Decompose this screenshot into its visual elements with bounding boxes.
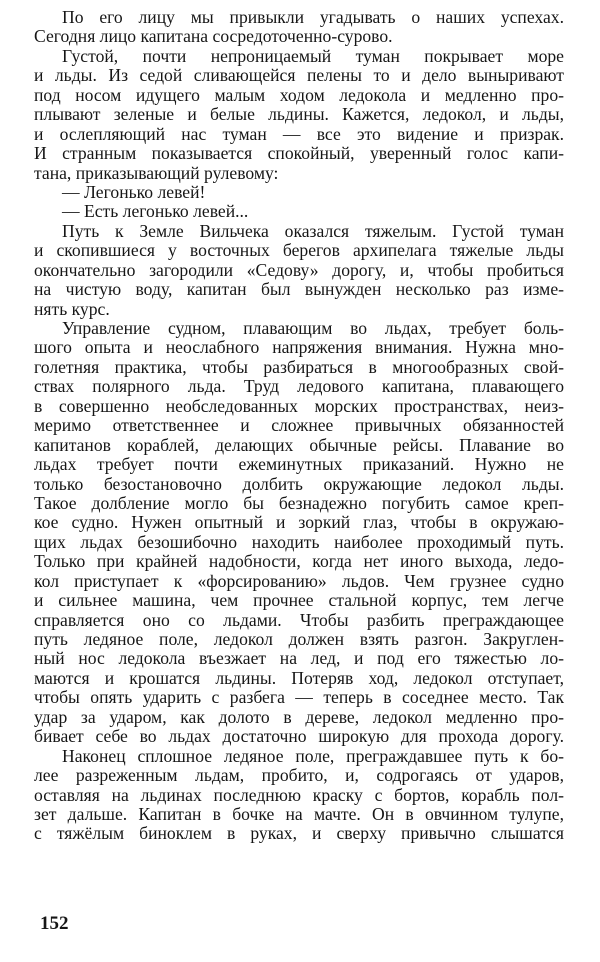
text-line: Густой, почти непроницаемый туман покрывает море xyxy=(62,45,564,66)
text-line: лее разреженным льдам, пробито, и, содрогаясь от ударов, xyxy=(34,765,564,786)
text-line: бивает себе во льдах достаточно широкую для прохода дорогу. xyxy=(34,726,564,747)
text-line: удар за ударом, как долото в дереве, ледокол медленно про- xyxy=(34,706,564,727)
paragraph-1 xyxy=(34,8,564,47)
text-line: — Есть легонько левей... xyxy=(62,201,249,222)
page-body xyxy=(34,8,564,844)
text-line: и сильнее машина, чем прочнее стальной корпус, тем легче xyxy=(34,590,564,611)
text-line: и скопившиеся у восточных берегов архипелага тяжелые льды xyxy=(34,240,564,261)
text-line: нять курс. xyxy=(34,298,110,319)
text-line: Только при крайней надобности, когда нет иного выхода, ледо- xyxy=(34,551,564,572)
text-line: ствах полярного льда. Труд ледового капитана, плавающего xyxy=(34,376,564,397)
text-line: меримо ответственнее и сложнее привычных обязанностей xyxy=(34,415,564,436)
text-line: шого опыта и неослабного напряжения внимания. Нужна мно- xyxy=(34,337,564,358)
text-line: в совершенно необследованных морских пространствах, неиз- xyxy=(34,395,564,416)
text-line: плывают зеленые и белые льдины. Кажется, ледокол, и льды, xyxy=(34,104,564,125)
text-line: И странным показывается спокойный, уверенный голос капи- xyxy=(34,143,564,164)
text-line: льдах требует почти ежеминутных приказаний. Нужно не xyxy=(34,454,564,475)
text-line: на чистую воду, капитан был вынужден несколько раз изме- xyxy=(34,279,564,300)
text-line: Наконец сплошное ледяное поле, преграждавшее путь к бо- xyxy=(62,745,564,766)
text-line: ный нос ледокола въезжает на лед, и под его тяжестью ло- xyxy=(34,648,564,669)
text-line: тана, приказывающий рулевому: xyxy=(34,162,279,183)
paragraph-5 xyxy=(34,747,564,844)
page-number: 152 xyxy=(40,913,69,934)
text-line: капитанов кораблей, делающих обычные рейсы. Плавание во xyxy=(34,434,564,455)
text-line: только безостановочно долбить окружающие ледокол льды. xyxy=(34,473,564,494)
text-line: кол приступает к «форсированию» льдов. Чем грузнее судно xyxy=(34,570,564,591)
text-line: справляется оно со льдами. Чтобы разбить преграждающее xyxy=(34,609,564,630)
paragraph-2 xyxy=(34,47,564,183)
text-line: Управление судном, плавающим во льдах, требует боль- xyxy=(62,318,564,338)
text-line: — Легонько левей! xyxy=(62,181,206,202)
paragraph-4 xyxy=(34,319,564,747)
text-line: щих льдах безошибочно находить наиболее проходимый путь. xyxy=(34,531,564,552)
text-line: с тяжёлым биноклем в руках, и сверху привычно слышатся xyxy=(34,823,564,844)
text-line: под носом идущего малым ходом ледокола и медленно про- xyxy=(34,84,564,105)
text-line: путь ледяное поле, ледокол должен взять разгон. Закруглен- xyxy=(34,629,564,649)
text-line: Сегодня лицо капитана сосредоточенно-сурово. xyxy=(34,26,393,47)
text-line: и ослепляющий нас туман — все это видение и призрак. xyxy=(34,123,564,144)
text-line: Путь к Земле Вильчека оказался тяжелым. Густой туман xyxy=(62,220,564,241)
dialogue-line-1 xyxy=(34,183,564,202)
text-line: и льды. Из седой сливающейся пелены то и дело выныривают xyxy=(34,65,564,86)
text-line: оставляя на льдинах последнюю краску с бортов, корабль пол- xyxy=(34,784,564,805)
text-line: окончательно загородили «Седову» дорогу, и, чтобы пробиться xyxy=(34,259,564,280)
text-line: маются и крошатся льдины. Потеряв ход, ледокол отступает, xyxy=(34,667,564,688)
text-line: чтобы опять ударить с разбега — теперь в соседнее место. Так xyxy=(34,687,564,708)
text-line: Такое долбление могло бы безнадежно погубить самое креп- xyxy=(34,492,564,513)
text-line: По его лицу мы привыкли угадывать о наших успехах. xyxy=(62,7,564,27)
dialogue-line-2 xyxy=(34,202,564,221)
text-line: зет дальше. Капитан в бочке на мачте. Он в овчинном тулупе, xyxy=(34,803,564,824)
text-line: кое судно. Нужен опытный и зоркий глаз, чтобы в окружаю- xyxy=(34,512,564,533)
text-line: голетняя практика, чтобы разбираться в многообразных свой- xyxy=(34,356,564,377)
paragraph-3 xyxy=(34,222,564,319)
